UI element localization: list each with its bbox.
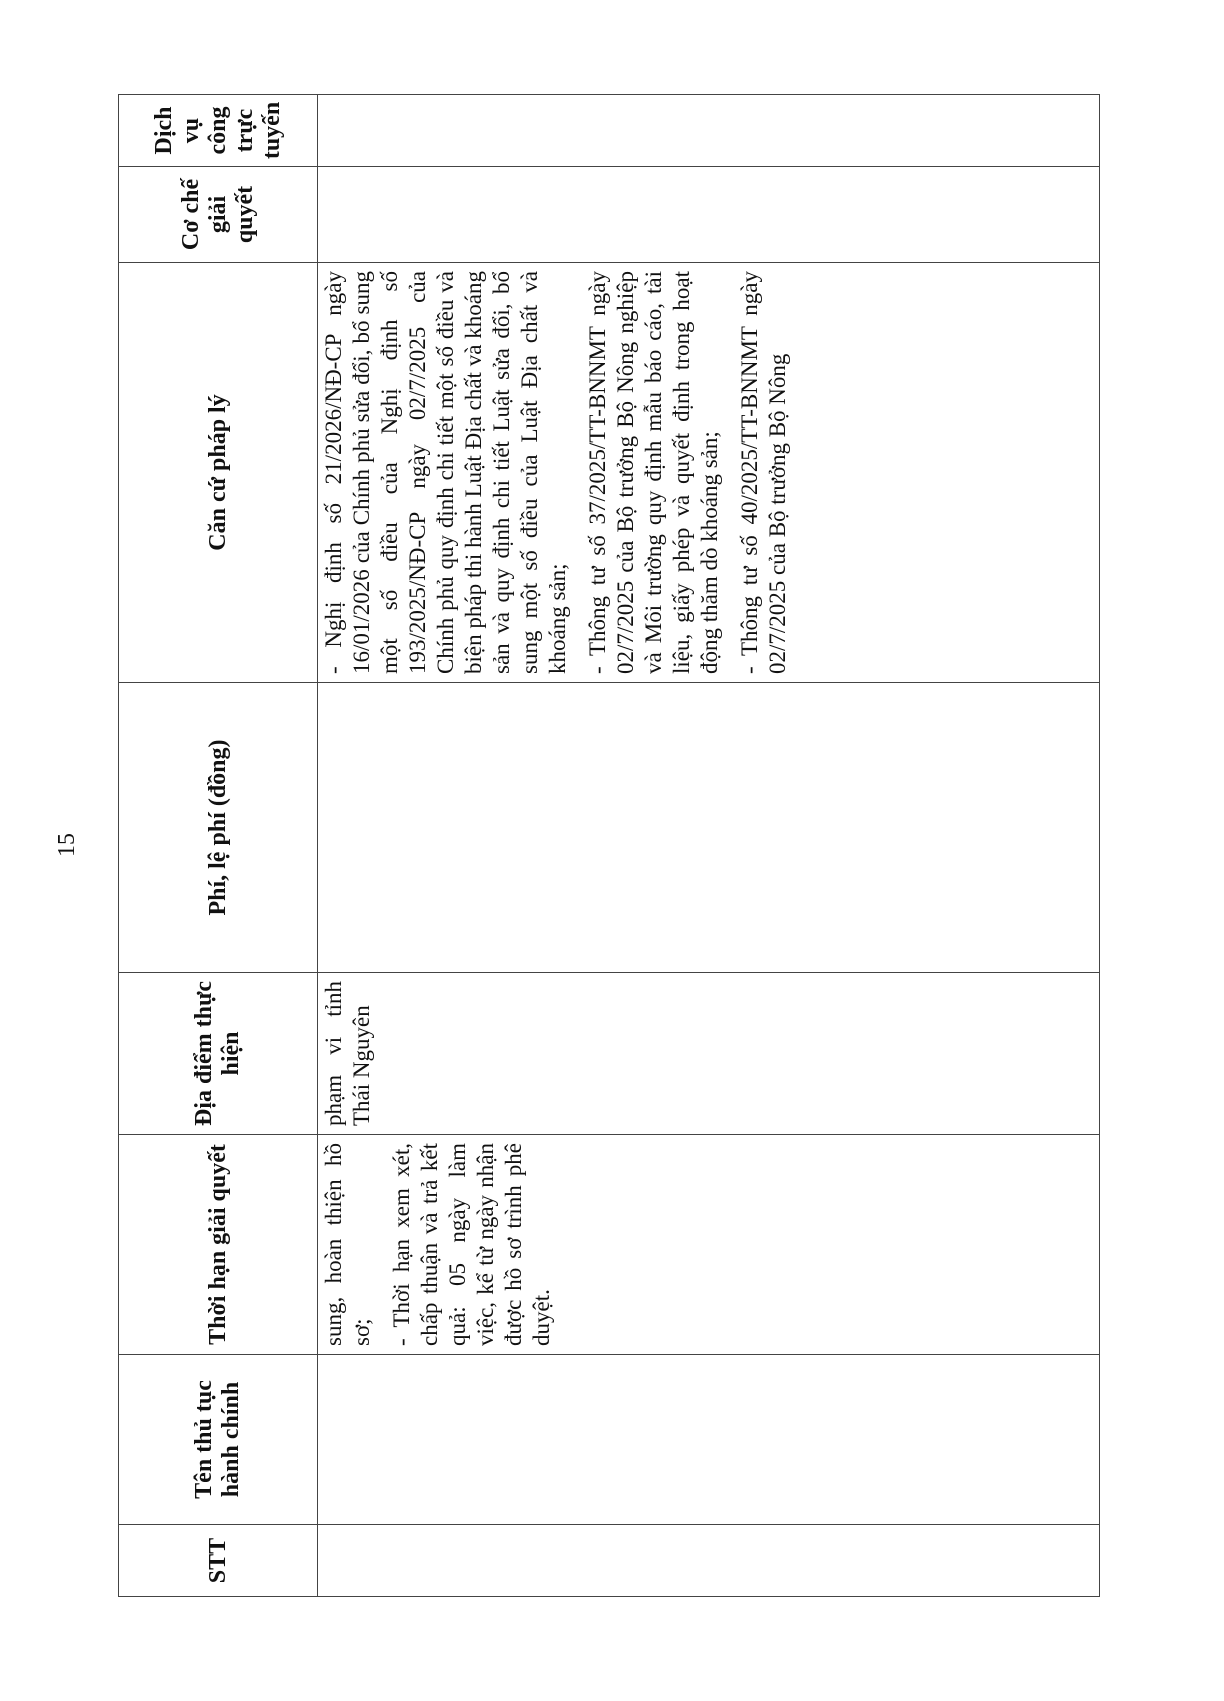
header-procedure-name: Tên thủ tục hành chính (119, 1355, 318, 1525)
header-location: Địa điểm thực hiện (119, 973, 318, 1135)
table-row (318, 95, 1100, 1597)
cell-stt (318, 1525, 1100, 1597)
header-mechanism: Cơ chế giải quyết (119, 167, 318, 263)
header-online-service: Dịch vụ công trực tuyến (119, 95, 318, 167)
header-stt: STT (119, 1525, 318, 1597)
header-legal-basis: Căn cứ pháp lý (119, 263, 318, 683)
header-fees: Phí, lệ phí (đồng) (119, 683, 318, 973)
table-header-row (119, 95, 318, 1597)
procedure-table (118, 94, 1100, 1597)
cell-location: phạm vi tỉnh Thái Nguyên (318, 973, 1100, 1135)
cell-online-service (318, 95, 1100, 167)
cell-mechanism (318, 167, 1100, 263)
header-processing-time: Thời hạn giải quyết (119, 1135, 318, 1355)
cell-procedure-name (318, 1355, 1100, 1525)
cell-processing-time (318, 1135, 1100, 1355)
cell-legal-basis (318, 263, 1100, 683)
procedure-table-container (118, 95, 1100, 1597)
legal-basis-item-2: - Thông tư số 37/2025/TT-BNNMT ngày 02/7/2025 của Bộ trưởng Bộ Nông nghiệp và Môi trường quy định mẫu báo cáo, tài liệu, giấy phép và quyết định trong hoạt động thăm dò khoáng sản; (585, 271, 722, 674)
processing-time-line-2: - Thời hạn xem xét, chấp thuận và trả kết quả: 05 ngày làm việc, kể từ ngày nhận được hồ sơ trình phê duyệt. (389, 1143, 554, 1346)
page-number: 15 (53, 833, 80, 857)
processing-time-line-1: sung, hoàn thiện hồ sơ; (321, 1143, 374, 1346)
cell-fees (318, 683, 1100, 973)
legal-basis-item-1: - Nghị định số 21/2026/NĐ-CP ngày 16/01/2026 của Chính phủ sửa đổi, bổ sung một số điều của Nghị định số 193/2025/NĐ-CP ngày 02/7/2025 của Chính phủ quy định chi tiết một số điều và biện pháp thi hành Luật Địa chất và khoáng sản và quy định chi tiết Luật sửa đổi, bổ sung một số điều của Luật Địa chất và khoáng sản; (321, 271, 570, 674)
legal-basis-item-3: - Thông tư số 40/2025/TT-BNNMT ngày 02/7/2025 của Bộ trưởng Bộ Nông (737, 271, 790, 674)
